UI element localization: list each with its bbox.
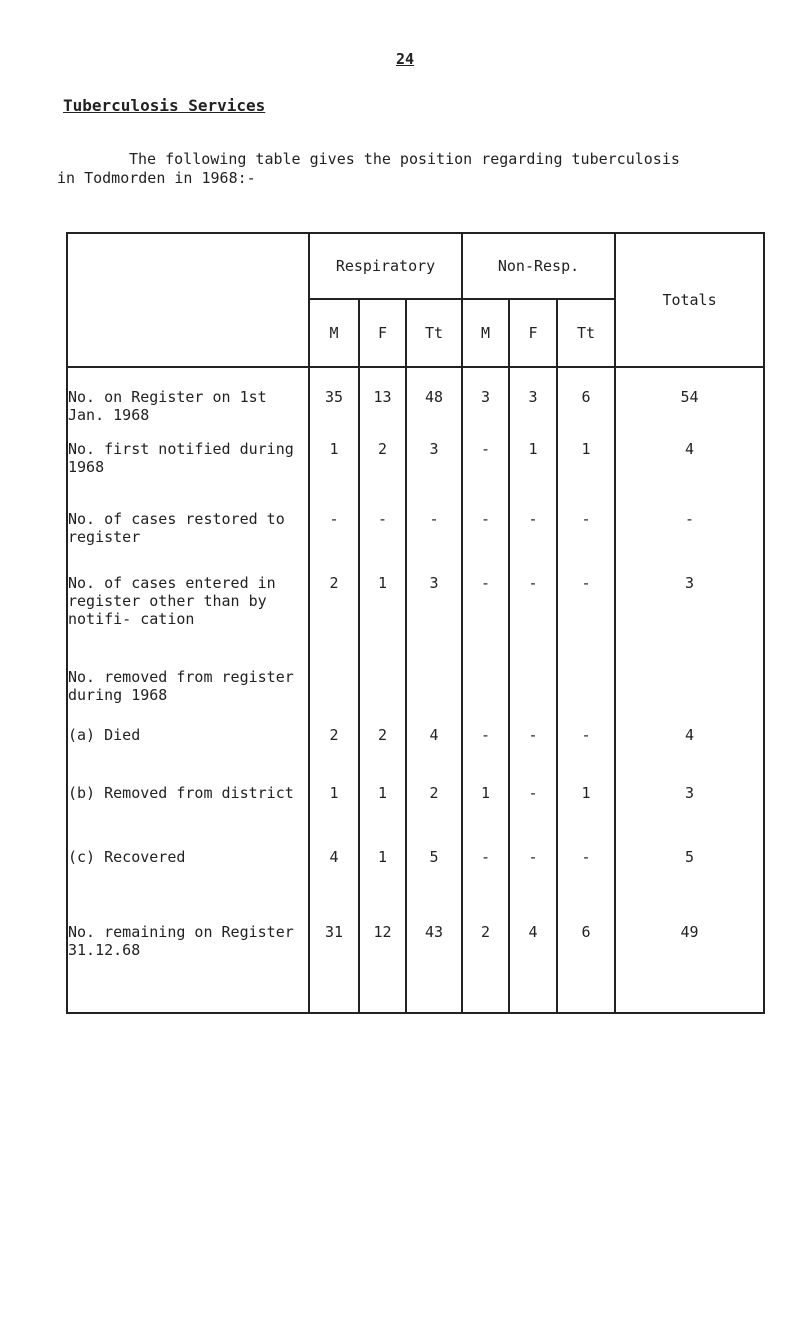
cell: - xyxy=(557,510,615,574)
header-nonresp-tt: Tt xyxy=(557,299,615,367)
cell: - xyxy=(509,784,557,848)
cell: - xyxy=(462,440,509,510)
intro-paragraph xyxy=(57,150,777,188)
cell xyxy=(557,668,615,726)
cell: 4 xyxy=(615,726,764,784)
cell: 1 xyxy=(359,574,406,668)
cell: - xyxy=(557,574,615,668)
header-respiratory: Respiratory xyxy=(309,233,462,299)
cell: 31 xyxy=(309,923,359,1013)
cell: - xyxy=(509,726,557,784)
header-resp-m: M xyxy=(309,299,359,367)
cell: 3 xyxy=(406,440,462,510)
table-row xyxy=(67,510,764,574)
cell: - xyxy=(509,848,557,923)
cell: - xyxy=(406,510,462,574)
cell: 2 xyxy=(359,440,406,510)
cell: 5 xyxy=(615,848,764,923)
cell: 3 xyxy=(509,367,557,440)
row-label: No. first notified during 1968 xyxy=(67,440,309,510)
cell: 35 xyxy=(309,367,359,440)
header-totals: Totals xyxy=(615,233,764,367)
table-row xyxy=(67,367,764,440)
cell: - xyxy=(557,848,615,923)
page-number: 24 xyxy=(396,50,415,68)
cell: 3 xyxy=(615,574,764,668)
intro-line-1: The following table gives the position regarding tuberculosis xyxy=(129,150,680,168)
cell: 4 xyxy=(615,440,764,510)
row-label: (c) Recovered xyxy=(67,848,309,923)
table-row xyxy=(67,726,764,784)
section-heading: Tuberculosis Services xyxy=(63,96,266,115)
cell: - xyxy=(462,848,509,923)
cell: 1 xyxy=(359,848,406,923)
row-label: No. remaining on Register 31.12.68 xyxy=(67,923,309,1013)
cell: 1 xyxy=(462,784,509,848)
cell: 3 xyxy=(406,574,462,668)
cell: - xyxy=(509,510,557,574)
cell: - xyxy=(462,726,509,784)
header-blank-cell xyxy=(67,233,309,367)
cell: - xyxy=(557,726,615,784)
header-nonresp-m: M xyxy=(462,299,509,367)
table-row xyxy=(67,923,764,1013)
table-row xyxy=(67,784,764,848)
table-row xyxy=(67,574,764,668)
intro-line-2: in Todmorden in 1968:- xyxy=(57,169,256,187)
cell xyxy=(462,668,509,726)
cell: 12 xyxy=(359,923,406,1013)
cell: - xyxy=(359,510,406,574)
cell: 48 xyxy=(406,367,462,440)
row-label: No. of cases entered in register other than by notifi- cation xyxy=(67,574,309,668)
cell: 1 xyxy=(309,440,359,510)
cell: 1 xyxy=(509,440,557,510)
header-resp-f: F xyxy=(359,299,406,367)
cell: 1 xyxy=(557,784,615,848)
table-row xyxy=(67,440,764,510)
cell: 54 xyxy=(615,367,764,440)
cell: 13 xyxy=(359,367,406,440)
cell: 1 xyxy=(557,440,615,510)
cell xyxy=(509,668,557,726)
cell: 5 xyxy=(406,848,462,923)
row-label: (b) Removed from district xyxy=(67,784,309,848)
cell: 6 xyxy=(557,367,615,440)
cell: 1 xyxy=(309,784,359,848)
row-label: No. on Register on 1st Jan. 1968 xyxy=(67,367,309,440)
row-label: No. removed from register during 1968 xyxy=(67,668,309,726)
cell: 2 xyxy=(406,784,462,848)
table-row xyxy=(67,848,764,923)
header-non-resp: Non-Resp. xyxy=(462,233,615,299)
cell xyxy=(309,668,359,726)
cell xyxy=(406,668,462,726)
cell xyxy=(615,668,764,726)
cell: 4 xyxy=(509,923,557,1013)
cell: - xyxy=(615,510,764,574)
cell: 43 xyxy=(406,923,462,1013)
row-label: (a) Died xyxy=(67,726,309,784)
cell: 2 xyxy=(462,923,509,1013)
cell xyxy=(359,668,406,726)
cell: - xyxy=(309,510,359,574)
cell: 6 xyxy=(557,923,615,1013)
table-row xyxy=(67,668,764,726)
cell: 49 xyxy=(615,923,764,1013)
cell: 3 xyxy=(462,367,509,440)
cell: 4 xyxy=(309,848,359,923)
cell: 1 xyxy=(359,784,406,848)
cell: - xyxy=(462,510,509,574)
header-resp-tt: Tt xyxy=(406,299,462,367)
cell: - xyxy=(509,574,557,668)
cell: 2 xyxy=(309,726,359,784)
row-label: No. of cases restored to register xyxy=(67,510,309,574)
header-nonresp-f: F xyxy=(509,299,557,367)
cell: 3 xyxy=(615,784,764,848)
tuberculosis-table xyxy=(66,232,765,1014)
cell: 2 xyxy=(359,726,406,784)
cell: - xyxy=(462,574,509,668)
cell: 4 xyxy=(406,726,462,784)
cell: 2 xyxy=(309,574,359,668)
